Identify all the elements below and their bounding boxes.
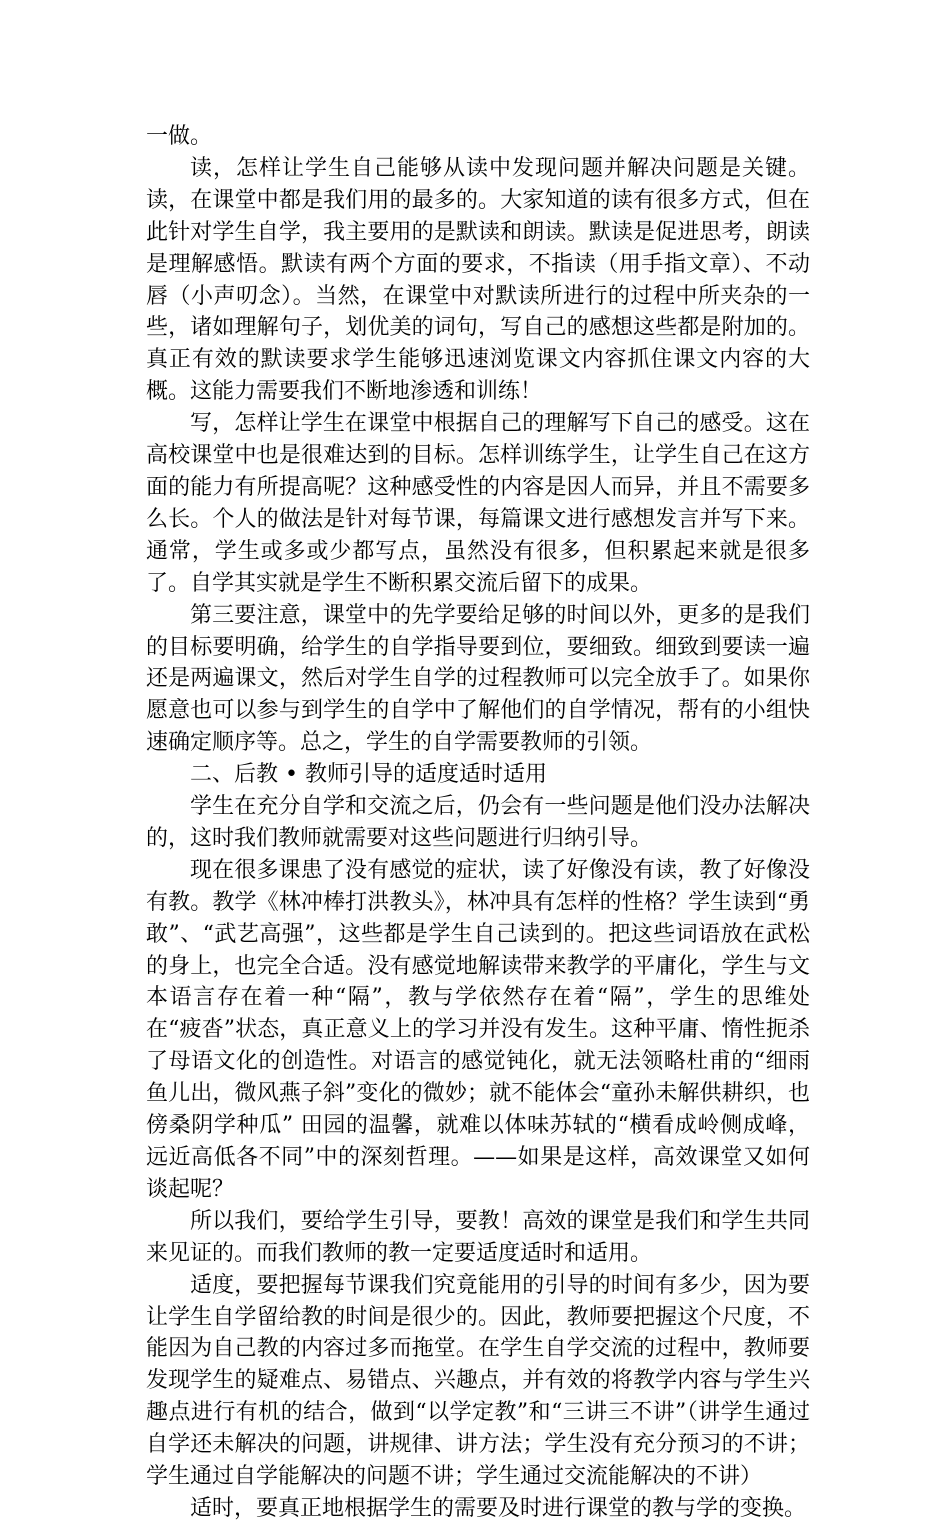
- paragraph-timely: 适时，要真正地根据学生的需要及时进行课堂的教与学的变换。: [190, 1495, 807, 1521]
- paragraph-reading: 读，怎样让学生自己能够从读中发现问题并解决问题是关键。读，在课堂中都是我们用的最多的。大家知道的读有很多方式，但在此针对学生自学，我主要用的是默读和朗读。默读是促进思考，朗读是理解感悟。默读有两个方面的要求，不指读（用手指文章）、不动唇（小声叨念）。当然，在课堂中对默读所进行的过程中所夹杂的一些，诸如理解句子，划优美的词句，写自己的感想这些都是附加的。真正有效的默读要求学生能够迅速浏览课文内容抓住课文内容的大概。这能力需要我们不断地渗透和训练！: [146, 155, 810, 405]
- document-body: [146, 121, 810, 1525]
- paragraph-third-point: 第三要注意，课堂中的先学要给足够的时间以外，更多的是我们的目标要明确，给学生的自学指导要到位，要细致。细致到要读一遍还是两遍课文，然后对学生自学的过程教师可以完全放手了。如果你愿意也可以参与到学生的自学中了解他们的自学情况，帮有的小组快速确定顺序等。总之，学生的自学需要教师的引领。: [146, 602, 810, 756]
- paragraph-must-teach: 所以我们，要给学生引导，要教！高效的课堂是我们和学生共同来见证的。而我们教师的教一定要适度适时和适用。: [146, 1208, 810, 1266]
- paragraph-no-feeling: 现在很多课患了没有感觉的症状，读了好像没有读，教了好像没有教。教学《林冲棒打洪教头》，林冲具有怎样的性格？学生读到“勇敢”、“武艺高强”，这些都是学生自己读到的。把这些词语放在武松的身上，也完全合适。没有感觉地解读带来教学的平庸化，学生与文本语言存在着一种“隔”，教与学依然存在着“隔”，学生的思维处在“疲沓”状态，真正意义上的学习并没有发生。这种平庸、惰性扼杀了母语文化的创造性。对语言的感觉钝化，就无法领略杜甫的“细雨鱼儿出，微风燕子斜”变化的微妙；就不能体会“童孙未解供耕织，也傍桑阴学种瓜” 田园的温馨，就难以体味苏轼的“横看成岭侧成峰，远近高低各不同”中的深刻哲理。——如果是这样，高效课堂又如何谈起呢？: [146, 857, 810, 1202]
- paragraph-guidance-intro: 学生在充分自学和交流之后，仍会有一些问题是他们没办法解决的，这时我们教师就需要对这些问题进行归纳引导。: [146, 794, 810, 851]
- paragraph-writing: 写，怎样让学生在课堂中根据自己的理解写下自己的感受。这在高校课堂中也是很难达到的目标。怎样训练学生，让学生自己在这方面的能力有所提高呢？这种感受性的内容是因人而异，并且不需要多么长。个人的做法是针对每节课，每篇课文进行感想发言并写下来。通常，学生或多或少都写点，虽然没有很多，但积累起来就是很多了。自学其实就是学生不断积累交流后留下的成果。: [146, 411, 810, 596]
- section-heading: 二、后教 • 教师引导的适度适时适用: [190, 762, 547, 788]
- paragraph-appropriate-degree: 适度，要把握每节课我们究竟能用的引导的时间有多少，因为要让学生自学留给教的时间是很少的。因此，教师要把握这个尺度，不能因为自己教的内容过多而拖堂。在学生自学交流的过程中，教师要发现学生的疑难点、易错点、兴趣点，并有效的将教学内容与学生兴趣点进行有机的结合，做到“以学定教”和“三讲三不讲”（讲学生通过自学还未解决的问题，讲规律、讲方法；学生没有充分预习的不讲；学生通过自学能解决的问题不讲；学生通过交流能解决的不讲）: [146, 1272, 810, 1490]
- paragraph-continuation: 一做。: [146, 124, 213, 149]
